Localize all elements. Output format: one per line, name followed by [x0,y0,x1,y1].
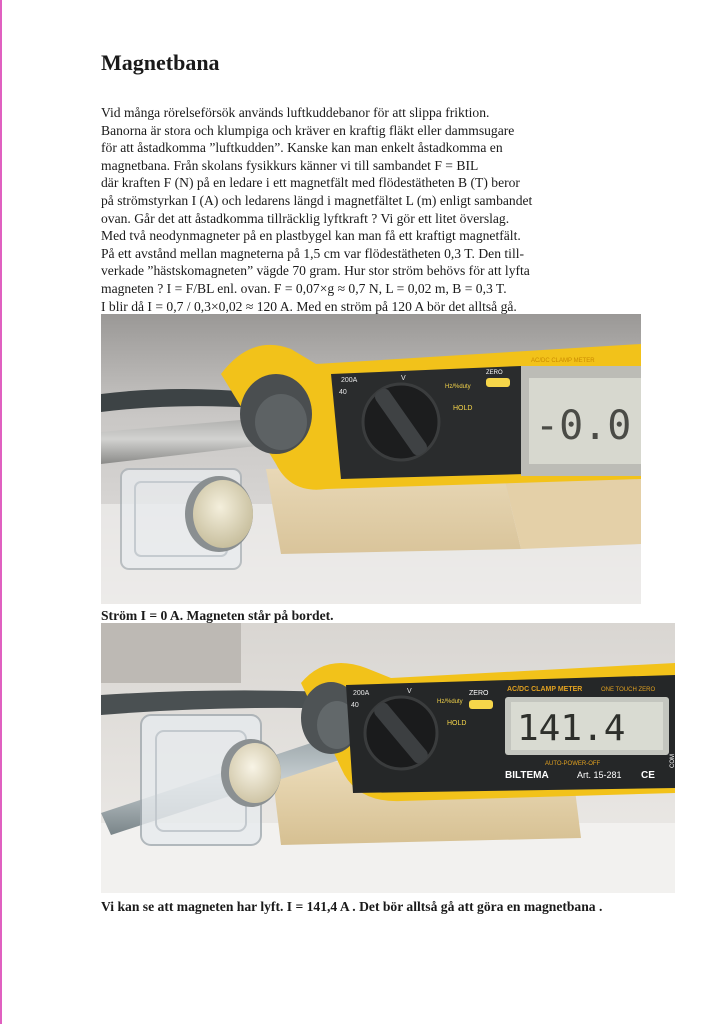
paragraph-line: där kraften F (N) på en ledare i ett magnetfält med flödestätheten B (T) beror [101,175,520,191]
paragraph-line: magneten ? I = F/BL enl. ovan. F = 0,07×g ≈ 0,7 N, L = 0,02 m, B = 0,3 T. [101,280,507,296]
meter-header: AC/DC CLAMP METER [531,358,595,364]
photo-meter-lifted-illustration [101,623,675,893]
meter-header: AC/DC CLAMP METER [507,686,583,693]
dial-label-hz: Hz/%duty [445,384,471,390]
dial-label-v: V [401,375,406,382]
photo-caption-zero: Ström I = 0 A. Magneten står på bordet. [101,608,334,623]
paragraph-line: Med två neodynmagneter på en plastbygel kan man få ett kraftigt magnetfält. [101,228,521,244]
zero-label: ZERO [486,370,503,376]
dial-label-hz: Hz/%duty [437,699,463,705]
paragraph-line: I blir då I = 0,7 / 0,3×0,02 ≈ 120 A. Med en ström på 120 A bör det alltså gå. [101,298,517,314]
dial-label-200a: 200A [353,690,370,697]
dial-label-hold: HOLD [447,720,467,727]
paragraph-line: verkade ”hästskomagneten” vägde 70 gram. Hur stor ström behövs för att lyfta [101,263,530,279]
page-edge-line [0,0,2,1024]
zero-label: ZERO [469,690,489,697]
dial-label-40: 40 [351,702,359,709]
paragraph-line: Banorna är stora och klumpiga och kräver en kraftig fläkt eller dammsugare [101,122,515,138]
intro-paragraph [101,104,621,315]
meter-header-right: ONE TOUCH ZERO [601,687,656,693]
dial-label-40: 40 [339,389,347,396]
paragraph-line: Vid många rörelseförsök används luftkuddebanor för att slippa friktion. [101,105,490,120]
photo-meter-zero [101,314,641,604]
paragraph-line: På ett avstånd mellan magneterna på 1,5 cm var flödestätheten 0,3 T. Den till- [101,245,525,261]
brand-label: BILTEMA [505,770,549,781]
page-title: Magnetbana [101,50,220,75]
paragraph-line: för att åstadkomma ”luftkudden”. Kanske kan man enkelt åstadkomma en [101,140,503,156]
auto-power-off-label: AUTO-POWER-OFF [545,761,601,767]
paragraph-line: på strömstyrkan I (A) och ledarens längd i magnetfältet L (m) enligt sambandet [101,192,533,208]
lcd-reading: 141.4 [517,708,626,749]
article-label: Art. 15-281 [577,770,622,780]
dial-label-hold: HOLD [453,405,473,412]
paragraph-line: ovan. Går det att åstadkomma tillräcklig lyftkraft ? Vi gör ett litet överslag. [101,210,510,226]
dial-label-v: V [407,688,412,695]
com-label: COM [670,754,676,768]
photo-caption-lifted: Vi kan se att magneten har lyft. I = 141,4 A . Det bör alltså gå att göra en magnetbana . [101,899,603,914]
lcd-reading: -0.0 [535,403,632,449]
dial-label-200a: 200A [341,377,358,384]
paragraph-line: magnetbana. Från skolans fysikkurs känner vi till sambandet F = BIL [101,157,479,173]
photo-meter-lifted [101,623,675,893]
photo-meter-zero-illustration [101,314,641,604]
ce-mark: CE [641,770,655,781]
